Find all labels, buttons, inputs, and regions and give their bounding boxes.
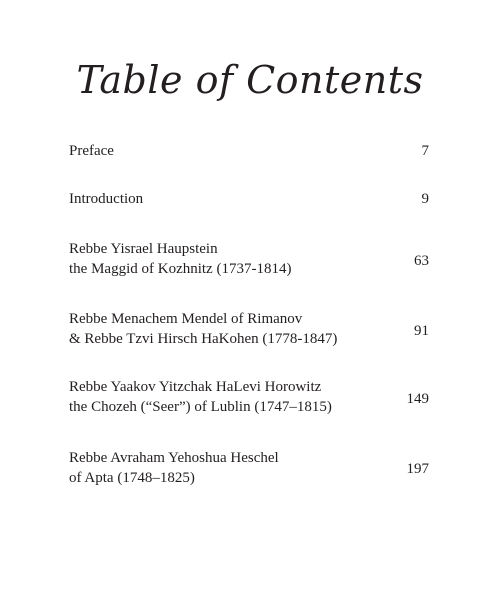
toc-entry-label-line-1: Rebbe Yisrael Haupstein (69, 241, 218, 257)
toc-entry-page-number: 149 (406, 391, 429, 407)
toc-entry-label-line-2: the Chozeh (“Seer”) of Lublin (1747–1815) (69, 399, 332, 415)
toc-entry-page-number: 63 (414, 253, 429, 269)
toc-entry-page-number: 9 (421, 191, 429, 207)
toc-entry-label-line-2: & Rebbe Tzvi Hirsch HaKohen (1778-1847) (69, 331, 338, 347)
toc-entry-rimanov[interactable] (69, 309, 431, 349)
toc-entry-kozhnitz[interactable] (69, 239, 431, 279)
toc-entry-label-line-1: Rebbe Yaakov Yitzchak HaLevi Horowitz (69, 379, 322, 395)
toc-entry-introduction[interactable] (69, 189, 431, 209)
toc-entry-page-number: 7 (421, 143, 429, 159)
toc-entry-apta[interactable] (69, 448, 431, 488)
toc-entry-label-line-2: of Apta (1748–1825) (69, 470, 195, 486)
toc-entry-label: Preface (69, 143, 114, 159)
toc-entry-page-number: 91 (414, 323, 429, 339)
toc-entry-label-line-2: the Maggid of Kozhnitz (1737-1814) (69, 261, 292, 277)
toc-entry-label-line-1: Rebbe Avraham Yehoshua Heschel (69, 450, 279, 466)
page-title: Table of Contents (76, 58, 424, 102)
toc-entry-preface[interactable] (69, 141, 431, 161)
toc-entry-label: Introduction (69, 191, 144, 207)
toc-entry-lublin[interactable] (69, 377, 431, 417)
toc-entry-page-number: 197 (406, 461, 429, 477)
toc-entry-label-line-1: Rebbe Menachem Mendel of Rimanov (69, 311, 303, 327)
